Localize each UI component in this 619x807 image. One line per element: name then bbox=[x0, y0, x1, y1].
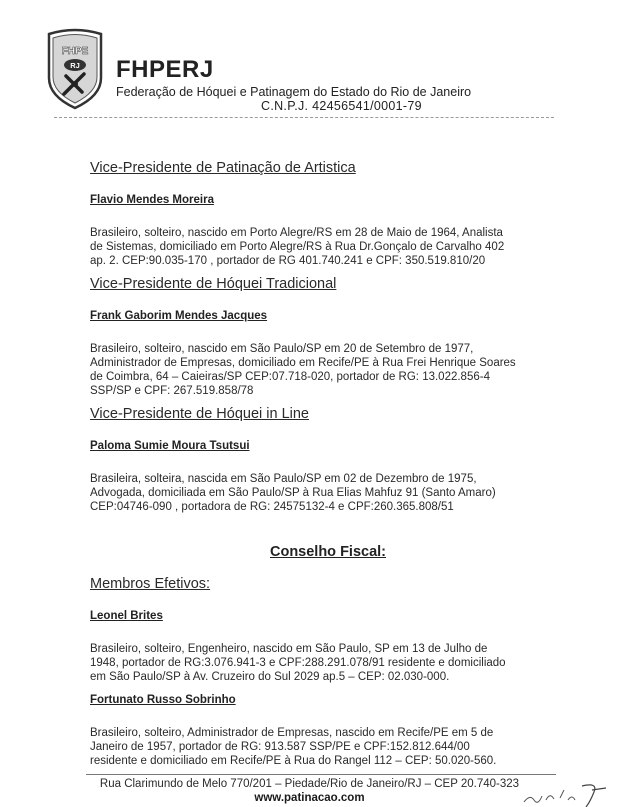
fhperj-logo bbox=[44, 28, 106, 110]
header-divider bbox=[54, 117, 554, 118]
org-full-name: Federação de Hóquei e Patinagem do Estado do Rio de Janeiro bbox=[116, 85, 472, 99]
bio-line: Brasileira, solteira, nascida em São Paulo/SP em 02 de Dezembro de 1975, bbox=[90, 473, 477, 485]
bio-line: Brasileiro, solteiro, Engenheiro, nascido em São Paulo, SP em 13 de Julho de bbox=[90, 643, 488, 655]
bio-line: ap. 2. CEP:90.035-170 , portador de RG 401.740.241 e CPF: 350.519.810/20 bbox=[90, 255, 486, 267]
bio-line: SSP/SP e CPF: 267.519.858/78 bbox=[90, 385, 254, 397]
bio-line: 1948, portador de RG:3.076.941-3 e CPF:288.291.078/91 residente e domiciliado bbox=[90, 657, 506, 669]
conselho-fiscal-title: Conselho Fiscal: bbox=[269, 544, 387, 560]
person-name: Fortunato Russo Sobrinho bbox=[90, 694, 236, 706]
person-name: Leonel Brites bbox=[90, 610, 163, 622]
person-bio bbox=[90, 726, 560, 768]
handwritten-initials bbox=[520, 780, 610, 807]
bio-line: em São Paulo/SP à Av. Cruzeiro do Sul 2029 ap.5 – CEP: 02.030-000. bbox=[90, 671, 450, 683]
footer-address: Rua Clarimundo de Melo 770/201 – Piedade/Rio de Janeiro/RJ – CEP 20.740-323 bbox=[99, 778, 520, 790]
bio-line: Administrador de Empresas, domiciliado em Recife/PE à Rua Frei Henrique Soares bbox=[90, 357, 516, 369]
bio-line: Advogada, domiciliada em São Paulo/SP à Rua Elias Mahfuz 91 (Santo Amaro) bbox=[90, 487, 496, 499]
bio-line: Brasileiro, solteiro, nascido em Porto Alegre/RS em 28 de Maio de 1964, Analista bbox=[90, 227, 503, 239]
org-cnpj: C.N.P.J. 42456541/0001-79 bbox=[261, 99, 422, 113]
footer-divider bbox=[86, 774, 556, 775]
document-body bbox=[90, 160, 560, 768]
org-short-name: FHPERJ bbox=[116, 56, 214, 83]
bio-line: de Coimbra, 64 – Caieiras/SP CEP:07.718-020, portador de RG: 13.022.856-4 bbox=[90, 371, 490, 383]
person-name: Flavio Mendes Moreira bbox=[90, 194, 214, 206]
bio-line: Brasileiro, solteiro, Administrador de Empresas, nascido em Recife/PE em 5 de bbox=[90, 727, 494, 739]
person-bio bbox=[90, 472, 560, 514]
bio-line: de Sistemas, domiciliado em Porto Alegre/RS à Rua Dr.Gonçalo de Carvalho 402 bbox=[90, 241, 505, 253]
person-bio bbox=[90, 642, 560, 684]
section-title: Vice-Presidente de Patinação de Artistica bbox=[90, 160, 356, 176]
bio-line: CEP:04746-090 , portadora de RG: 24575132-4 e CPF:260.365.808/51 bbox=[90, 501, 454, 513]
logo-text-top: FHPE bbox=[61, 46, 89, 57]
bio-line: residente e domiciliado em Recife/PE à Rua do Rangel 112 – CEP: 50.020-560. bbox=[90, 755, 497, 767]
person-name: Frank Gaborim Mendes Jacques bbox=[90, 310, 268, 322]
person-bio bbox=[90, 342, 560, 398]
membros-efetivos-title: Membros Efetivos: bbox=[90, 576, 211, 592]
logo-text-mid: RJ bbox=[70, 61, 80, 70]
person-bio bbox=[90, 226, 560, 268]
footer-website: www.patinacao.com bbox=[254, 792, 365, 804]
person-name: Paloma Sumie Moura Tsutsui bbox=[90, 440, 250, 452]
bio-line: Brasileiro, solteiro, nascido em São Paulo/SP em 20 de Setembro de 1977, bbox=[90, 343, 474, 355]
bio-line: Janeiro de 1957, portador de RG: 913.587 SSP/PE e CPF:152.812.644/00 bbox=[90, 741, 470, 753]
section-title: Vice-Presidente de Hóquei Tradicional bbox=[90, 276, 337, 292]
section-title: Vice-Presidente de Hóquei in Line bbox=[90, 406, 309, 422]
